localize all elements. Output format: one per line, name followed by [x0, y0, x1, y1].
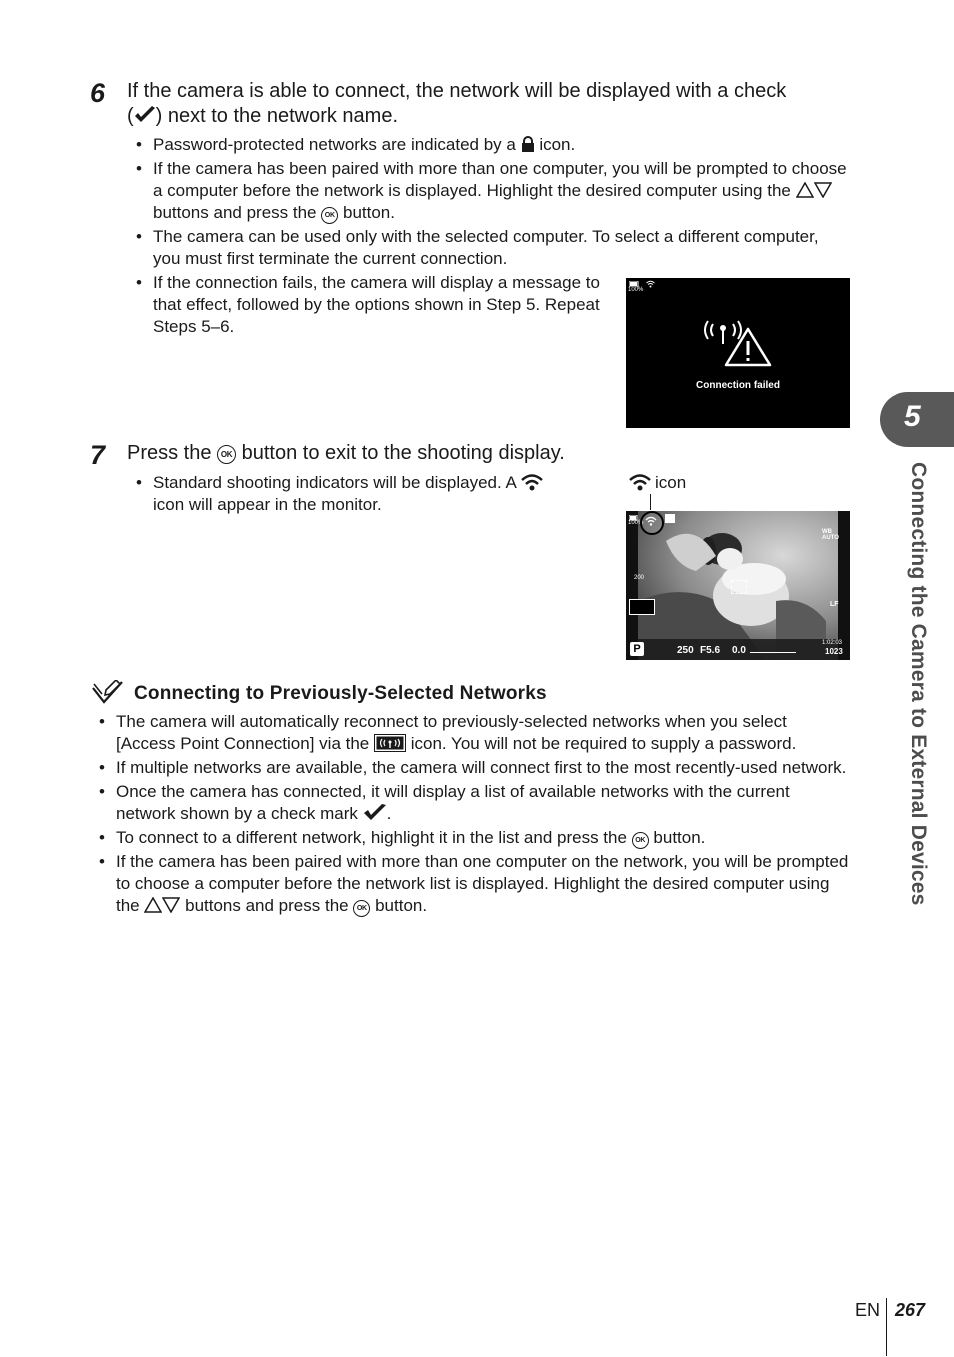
lock-icon — [521, 136, 535, 152]
list-item: • If multiple networks are available, the camera will connect first to the most recently-used network. — [90, 757, 850, 779]
footer-divider — [886, 1298, 887, 1356]
note-title: Connecting to Previously-Selected Networks — [134, 683, 547, 704]
checkmark-icon — [134, 106, 156, 124]
checkmark-icon — [363, 804, 387, 821]
wifi-icon — [646, 280, 655, 288]
list-item: • If the camera has been paired with more than one computer on the network, you will be prompted to choose a computer before the network list is displayed. Highlight the desired computer using the buttons and press the OK button. — [90, 851, 850, 917]
ok-button-icon: OK — [217, 445, 236, 464]
chapter-title: Connecting the Camera to External Devices — [907, 462, 930, 906]
list-item: • The camera can be used only with the selected computer. To select a different computer, you must first terminate the current connection. — [127, 226, 847, 270]
list-item: • Once the camera has connected, it will display a list of available networks with the current network shown by a check mark . — [90, 781, 850, 825]
up-arrow-icon — [796, 182, 814, 198]
wireless-warning-icon — [702, 315, 774, 367]
note-pencil-icon — [92, 680, 124, 704]
list-item: • If the connection fails, the camera will display a message to that effect, followed by the options shown in Step 5. Repeat Steps 5–6. — [127, 272, 623, 338]
down-arrow-icon — [814, 182, 832, 198]
chapter-number: 5 — [904, 400, 921, 433]
battery-level: 100% — [628, 287, 644, 293]
wifi-icon — [629, 473, 651, 491]
card-icon — [665, 514, 675, 523]
aperture: F5.6 — [700, 645, 721, 656]
shutter-speed: 250 — [677, 645, 694, 656]
down-arrow-icon — [162, 897, 180, 913]
list-item: • The camera will automatically reconnect to previously-selected networks when you select [Access Point Connection] via the icon. You will not be required to supply a password. — [90, 711, 850, 755]
af-target — [731, 580, 747, 594]
chapter-tab[interactable] — [880, 392, 954, 447]
shooting-display-screen — [626, 511, 850, 660]
exposure-comp: 0.0 — [732, 645, 746, 656]
step-number: 7 — [90, 440, 106, 470]
icon-callout-label: icon — [655, 473, 687, 492]
ok-button-icon: OK — [321, 207, 338, 224]
footer-language: EN — [855, 1300, 881, 1320]
exposure-scale — [750, 652, 796, 653]
wifi-icon — [521, 473, 543, 491]
list-item: • Standard shooting indicators will be displayed. A icon will appear in the monitor. — [127, 472, 587, 516]
ok-button-icon: OK — [353, 900, 370, 917]
ok-button-icon: OK — [632, 832, 649, 849]
connection-failed-message: Connection failed — [696, 380, 780, 391]
note-bullets — [90, 711, 850, 919]
list-item: • To connect to a different network, highlight it in the list and press the OK button. — [90, 827, 850, 849]
white-balance: WB AUTO — [822, 529, 839, 541]
access-point-icon — [374, 734, 406, 752]
wifi-icon — [645, 516, 657, 526]
list-item: • Password-protected networks are indicated by a icon. — [127, 134, 847, 156]
step-7-bullets — [127, 472, 587, 518]
list-item: • If the camera has been paired with more than one computer, you will be prompted to choose a computer before the network is displayed. Highlight the desired computer using the buttons and press the OK button. — [127, 158, 847, 224]
image-quality: LF — [830, 601, 839, 608]
step-number: 6 — [90, 78, 106, 108]
recording-time: 1:02:03 — [822, 640, 843, 646]
step-6-heading: If the camera is able to connect, the network will be displayed with a check ( ) next to the network name. — [127, 80, 787, 127]
callout-line — [650, 494, 651, 510]
up-arrow-icon — [144, 897, 162, 913]
battery-level: 100% — [628, 520, 644, 526]
shots-remaining: 1023 — [825, 647, 843, 656]
page-number: 267 — [895, 1300, 926, 1320]
shooting-mode: P — [630, 642, 644, 656]
iso-value: 200 — [634, 575, 645, 581]
touch-icon — [629, 599, 655, 615]
connection-failed-screen — [626, 278, 850, 428]
step-7-heading: Press the OK button to exit to the shooting display. — [127, 442, 565, 464]
